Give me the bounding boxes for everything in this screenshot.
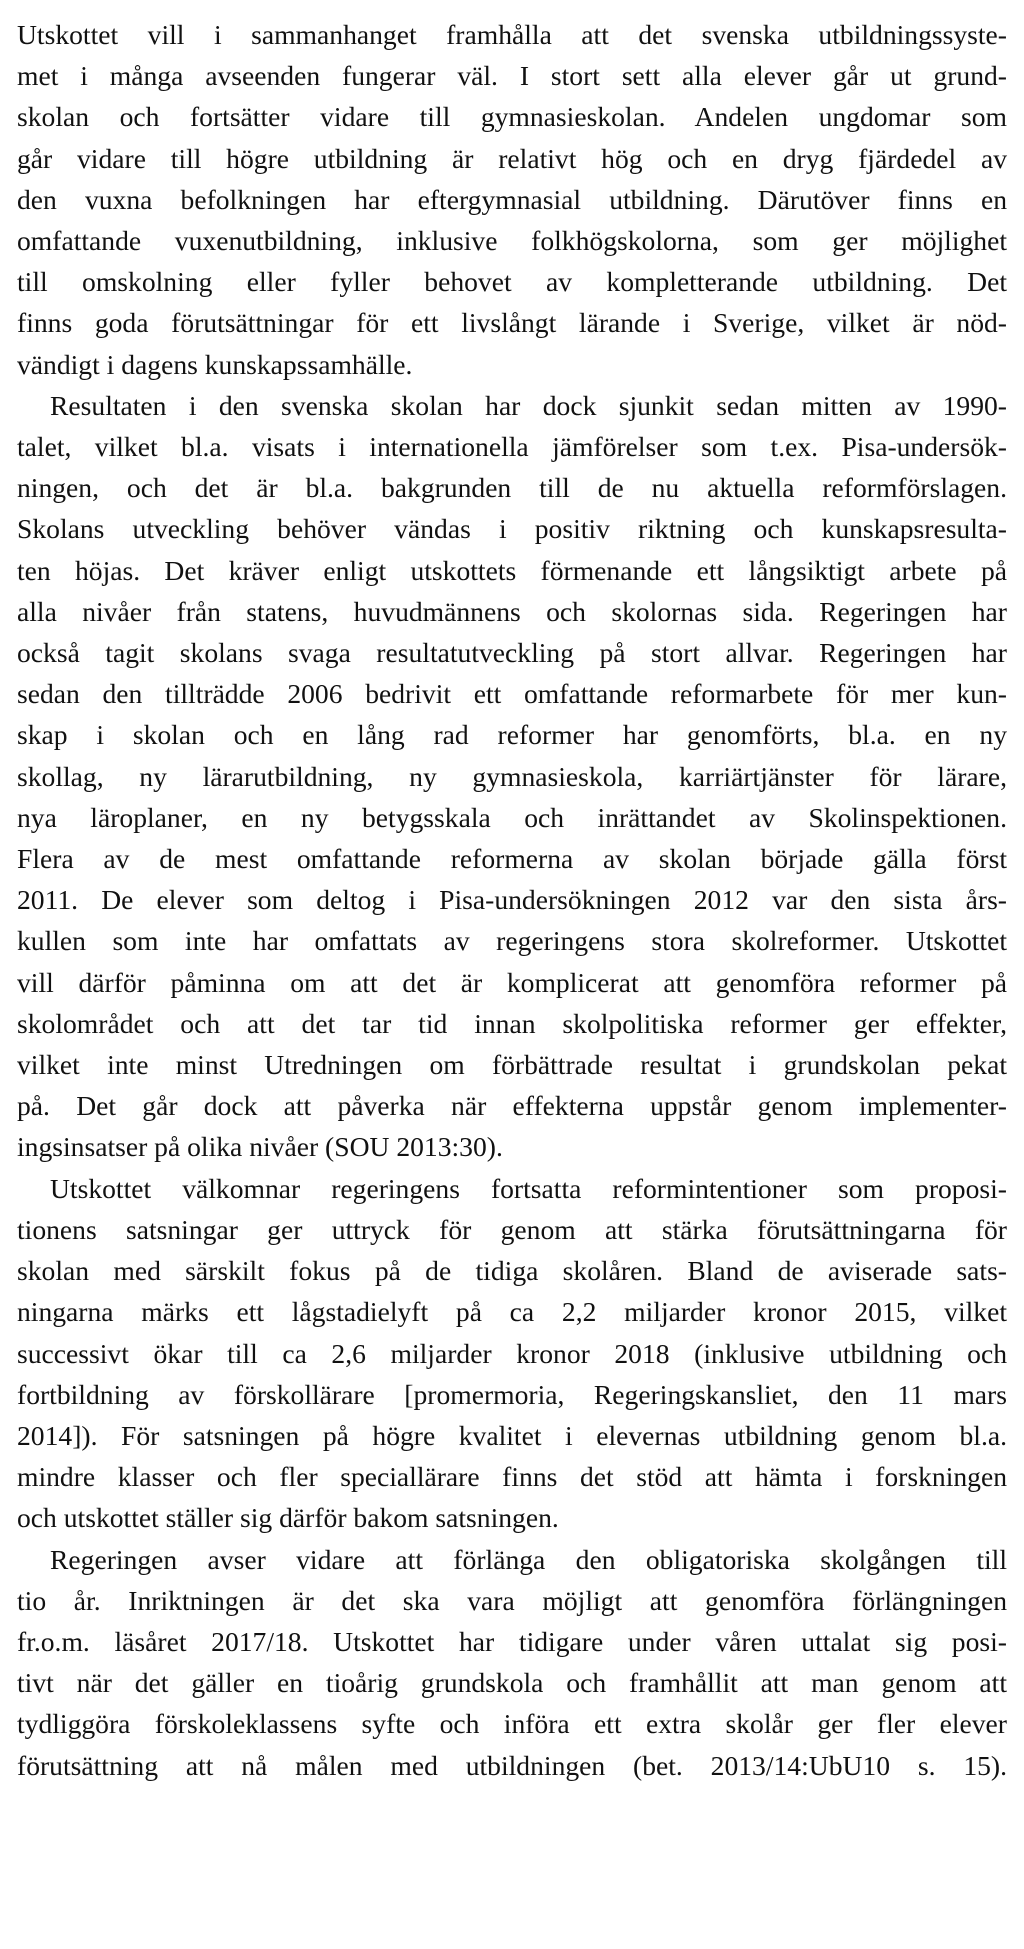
text-line: vill därför påminna om att det är komplicerat att genomföra reformer på bbox=[17, 966, 1007, 998]
text-line: omfattande vuxenutbildning, inklusive folkhögskolorna, som ger möjlighet bbox=[17, 225, 1007, 257]
text-line: till omskolning eller fyller behovet av kompletterande utbildning. Det bbox=[17, 266, 1007, 298]
text-line: mindre klasser och fler speciallärare finns det stöd att hämta i forskningen bbox=[17, 1461, 1007, 1493]
text-line: vilket inte minst Utredningen om förbättrade resultat i grundskolan pekat bbox=[17, 1049, 1007, 1081]
text-line: också tagit skolans svaga resultatutveckling på stort allvar. Regeringen har bbox=[17, 637, 1007, 669]
text-line: skolområdet och att det tar tid innan skolpolitiska reformer ger effekter, bbox=[17, 1007, 1007, 1039]
text-line: skap i skolan och en lång rad reformer har genomförts, bl.a. en ny bbox=[17, 719, 1007, 751]
text-line: den vuxna befolkningen har eftergymnasial utbildning. Därutöver finns en bbox=[17, 183, 1007, 215]
paragraph bbox=[17, 1539, 1007, 1786]
text-line: Skolans utveckling behöver vändas i positiv riktning och kunskapsresulta- bbox=[17, 513, 1007, 545]
text-line: ningen, och det är bl.a. bakgrunden till de nu aktuella reformförslagen. bbox=[17, 472, 1007, 504]
paragraph bbox=[17, 1168, 1007, 1539]
text-line: nya läroplaner, en ny betygsskala och inrättandet av Skolinspektionen. bbox=[17, 801, 1007, 833]
text-line: vändigt i dagens kunskapssamhälle. bbox=[17, 348, 413, 380]
text-line: Utskottet välkomnar regeringens fortsatta reformintentioner som proposi- bbox=[50, 1172, 1007, 1204]
text-line: skolan och fortsätter vidare till gymnasieskolan. Andelen ungdomar som bbox=[17, 101, 1007, 133]
text-line: ten höjas. Det kräver enligt utskottets förmenande ett långsiktigt arbete på bbox=[17, 554, 1007, 586]
text-line: Flera av de mest omfattande reformerna av skolan började gälla först bbox=[17, 843, 1007, 875]
text-line: förutsättning att nå målen med utbildningen (bet. 2013/14:UbU10 s. 15). bbox=[17, 1749, 1007, 1781]
text-line: talet, vilket bl.a. visats i internationella jämförelser som t.ex. Pisa-undersök- bbox=[17, 431, 1007, 463]
text-line: alla nivåer från statens, huvudmännens och skolornas sida. Regeringen har bbox=[17, 595, 1007, 627]
text-line: 2014]). För satsningen på högre kvalitet i elevernas utbildning genom bl.a. bbox=[17, 1419, 1007, 1451]
text-line: kullen som inte har omfattats av regeringens stora skolreformer. Utskottet bbox=[17, 925, 1007, 957]
text-line: ingsinsatser på olika nivåer (SOU 2013:30). bbox=[17, 1131, 503, 1163]
document-page bbox=[17, 14, 1007, 1786]
text-line: tivt när det gäller en tioårig grundskola och framhållit att man genom att bbox=[17, 1667, 1007, 1699]
text-line: tydliggöra förskoleklassens syfte och införa ett extra skolår ger fler elever bbox=[17, 1708, 1007, 1740]
text-line: Utskottet vill i sammanhanget framhålla att det svenska utbildningssyste- bbox=[17, 19, 1007, 50]
text-line: skollag, ny lärarutbildning, ny gymnasieskola, karriärtjänster för lärare, bbox=[17, 760, 1007, 792]
text-line: tio år. Inriktningen är det ska vara möjligt att genomföra förlängningen bbox=[17, 1584, 1007, 1616]
text-line: fr.o.m. läsåret 2017/18. Utskottet har tidigare under våren uttalat sig posi- bbox=[17, 1625, 1007, 1657]
text-line: fortbildning av förskollärare [promermoria, Regeringskansliet, den 11 mars bbox=[17, 1378, 1007, 1410]
text-line: går vidare till högre utbildning är relativt hög och en dryg fjärdedel av bbox=[17, 142, 1007, 174]
text-line: och utskottet ställer sig därför bakom satsningen. bbox=[17, 1502, 559, 1534]
text-line: finns goda förutsättningar för ett livslångt lärande i Sverige, vilket är nöd- bbox=[17, 307, 1007, 339]
paragraph bbox=[17, 14, 1007, 385]
text-line: ningarna märks ett lågstadielyft på ca 2,2 miljarder kronor 2015, vilket bbox=[17, 1296, 1007, 1328]
text-line: Resultaten i den svenska skolan har dock sjunkit sedan mitten av 1990- bbox=[50, 389, 1007, 421]
text-line: 2011. De elever som deltog i Pisa-undersökningen 2012 var den sista års- bbox=[17, 884, 1007, 916]
text-line: successivt ökar till ca 2,6 miljarder kronor 2018 (inklusive utbildning och bbox=[17, 1337, 1007, 1369]
text-line: Regeringen avser vidare att förlänga den obligatoriska skolgången till bbox=[50, 1543, 1007, 1575]
text-line: skolan med särskilt fokus på de tidiga skolåren. Bland de aviserade sats- bbox=[17, 1255, 1007, 1287]
text-line: på. Det går dock att påverka när effekterna uppstår genom implementer- bbox=[17, 1090, 1007, 1122]
text-line: met i många avseenden fungerar väl. I stort sett alla elever går ut grund- bbox=[17, 60, 1007, 92]
paragraph bbox=[17, 385, 1007, 1168]
text-line: tionens satsningar ger uttryck för genom att stärka förutsättningarna för bbox=[17, 1213, 1007, 1245]
text-line: sedan den tillträdde 2006 bedrivit ett omfattande reformarbete för mer kun- bbox=[17, 678, 1007, 710]
